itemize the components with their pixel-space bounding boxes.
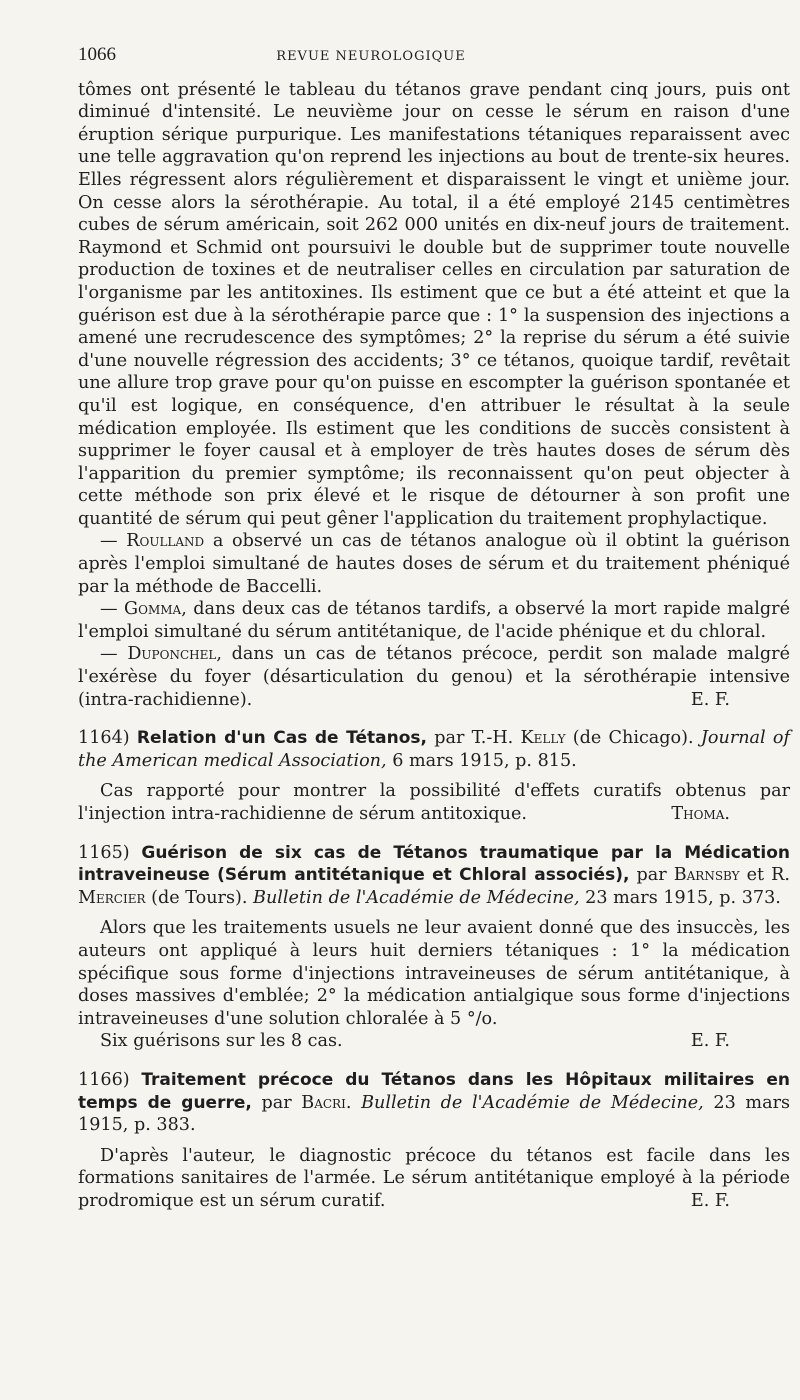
entry-number: 1165) <box>78 842 130 863</box>
entry-signature: Thoma. <box>671 804 730 824</box>
entry-heading: 1165) Guérison de six cas de Tétanos traumatique par la Médication intraveineuse (Sérum antitétanique et Chloral associés), par Barnsby et R. Mercier (de Tours). Bulletin de l'Académie de Médecine, 23 mars 1915, p. 373. <box>78 842 790 908</box>
note-roulland: — Roulland a observé un cas de tétanos analogue où il obtint la guérison après l'emploi simultané de hautes doses de sérum et du traitement phéniqué par la méthode de Baccelli. <box>78 531 790 597</box>
entry-signature: E. F. <box>690 1190 730 1211</box>
page-number: 1066 <box>78 44 116 65</box>
entry-summary: Cas rapporté pour montrer la possibilité d'effets curatifs obtenus par l'injection intra-rachidienne de sérum antitoxique. Thoma. <box>78 781 790 824</box>
note-author: Roulland <box>126 531 205 552</box>
note-author: Gomma <box>124 599 182 620</box>
entry-title: Relation d'un Cas de Tétanos, <box>136 728 427 749</box>
entry-signature: E. F. <box>690 1031 730 1052</box>
entry-summary: D'après l'auteur, le diagnostic précoce du tétanos est facile dans les formations sanitaires de l'armée. Le sérum antitétanique employé à la période prodromique est un sérum curatif. E. F. <box>78 1145 790 1211</box>
entry-title: Guérison de six cas de Tétanos traumatique par la Médication intraveineuse (Sérum antitétanique et Chloral associés), <box>78 842 790 886</box>
entry-author: Kelly <box>520 728 566 749</box>
entry-summary-result: Six guérisons sur les 8 cas. E. F. <box>100 1031 730 1052</box>
entry-author: Barnsby <box>673 865 740 886</box>
note-duponchel: — Duponchel, dans un cas de tétanos précoce, perdit son malade malgré l'exérèse du foyer (désarticulation du genou) et la sérothérapie intensive (intra-rachidienne). E. F. <box>78 644 790 710</box>
note-author: Duponchel <box>127 644 217 665</box>
entry-title: Traitement précoce du Tétanos dans les Hôpitaux militaires en temps de guerre, <box>78 1069 791 1113</box>
continued-paragraph: tômes ont présenté le tableau du tétanos grave pendant cinq jours, puis ont diminué d'intensité. Le neuvième jour on cesse le sérum en raison d'une éruption sérique purpurique. Les manifestations tétaniques reparaissent avec une telle aggravation qu'on reprend les injections au bout de trente-six heures. Elles régressent alors régulièrement et disparaissent le vingt et unième jour. On cesse alors la sérothérapie. Au total, il a été employé 2145 centimètres cubes de sérum américain, soit 262 000 unités en dix-neuf jours de traitement. Raymond et Schmid ont poursuivi le double but de supprimer toute nouvelle production de toxines et de neutraliser celles en circulation par saturation de l'organisme par les antitoxines. Ils estiment que ce but a été atteint et que la guérison est due à la sérothérapie parce que : 1° la suspension des injections a amené une recrudescence des symptômes; 2° la reprise du sérum a été suivie d'une nouvelle régression des accidents; 3° ce tétanos, quoique tardif, revêtait une allure trop grave pour qu'on puisse en escompter la guérison spontanée et qu'il est logique, en conséquence, d'en attribuer le résultat à la seule médication employée. Ils estiment que les conditions de succès consistent à supprimer le foyer causal et à employer de très hautes doses de sérum dès l'apparition du premier symptôme; ils reconnaissent qu'on peut objecter à cette méthode son prix élevé et le risque de détourner à son profit une quantité de sérum qui peut gêner l'application du traitement prophylactique. <box>78 79 790 529</box>
entry-author: Bacri <box>301 1092 346 1113</box>
entry-journal: Bulletin de l'Académie de Médecine, <box>361 1092 704 1113</box>
running-head: REVUE NEUROLOGIQUE <box>276 49 466 64</box>
entry-author: Mercier <box>78 887 146 908</box>
entry-journal: Bulletin de l'Académie de Médecine, <box>253 887 580 908</box>
document-page <box>78 44 790 1213</box>
page-header <box>78 44 790 69</box>
note-gomma: — Gomma, dans deux cas de tétanos tardifs, a observé la mort rapide malgré l'emploi simultané du sérum antitétanique, de l'acide phénique et du chloral. <box>78 599 790 642</box>
entry-journal: Journal of the American medical Association, <box>78 728 791 771</box>
entry-1164 <box>78 727 790 825</box>
entry-1166 <box>78 1069 790 1213</box>
entry-summary: Alors que les traitements usuels ne leur avaient donné que des insuccès, les auteurs ont appliqué à leurs huit derniers tétaniques : 1° la médication spécifique sous forme d'injections intraveineuses de sérum antitétanique, à doses massives d'emblée; 2° la médication antialgique sous forme d'injections intraveineuses d'une solution chloralée à 5 °/o. <box>78 918 790 1029</box>
entry-number: 1164) <box>78 728 130 749</box>
entry-heading: 1164) Relation d'un Cas de Tétanos, par T.-H. Kelly (de Chicago). Journal of the American medical Association, 6 mars 1915, p. 815. <box>78 728 791 771</box>
entry-1165 <box>78 842 790 1053</box>
entry-heading: 1166) Traitement précoce du Tétanos dans les Hôpitaux militaires en temps de guerre, par Bacri. Bulletin de l'Académie de Médecine, 23 mars 1915, p. 383. <box>78 1069 791 1136</box>
entry-number: 1166) <box>78 1069 130 1090</box>
note-signature: E. F. <box>690 689 730 710</box>
